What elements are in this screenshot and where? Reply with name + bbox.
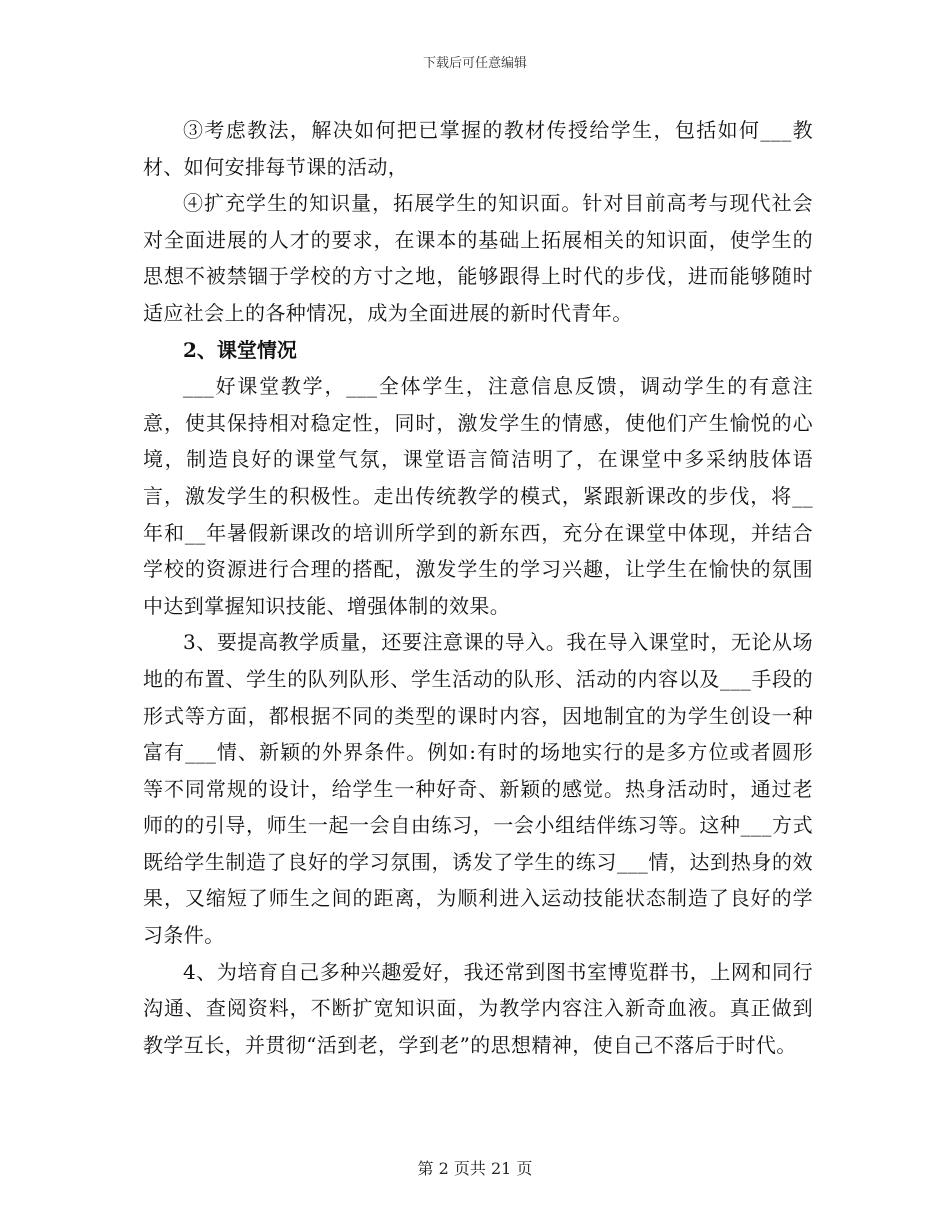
paragraph-knowledge-expansion: ④扩充学生的知识量，拓展学生的知识面。针对目前高考与现代社会对全面进展的人才的要求，在课本的基础上拓展相关的知识面，使学生的思想不被禁锢于学校的方寸之地，能够跟得上时代的步伐，进而能够随时适应社会上的各种情况，成为全面进展的新时代青年。	[143, 191, 813, 325]
paragraph-classroom-teaching: ___好课堂教学，___全体学生，注意信息反馈，调动学生的有意注意，使其保持相对稳定性，同时，激发学生的情感，使他们产生愉悦的心境，制造良好的课堂气氛，课堂语言简洁明了，在课堂中多采纳肢体语言，激发学生的积极性。走出传统教学的模式，紧跟新课改的步伐，将__年和__年暑假新课改的培训所学到的新东西，充分在课堂中体现，并结合学校的资源进行合理的搭配，激发学生的学习兴趣，让学生在愉快的氛围中达到掌握知识技能、增强体制的效果。	[143, 374, 813, 618]
paragraph-self-improvement: 4、为培育自己多种兴趣爱好，我还常到图书室博览群书，上网和同行沟通、查阅资料，不断扩宽知识面，为教学内容注入新奇血液。真正做到教学互长，并贯彻“活到老，学到老”的思想精神，使自己不落后于时代。	[143, 959, 813, 1057]
page-number-footer: 第 2 页共 21 页	[417, 1159, 533, 1178]
paragraph-lesson-introduction: 3、要提高教学质量，还要注意课的导入。我在导入课堂时，无论从场地的布置、学生的队列队形、学生活动的队形、活动的内容以及___手段的形式等方面，都根据不同的类型的课时内容，因地制宜的为学生创设一种富有___情、新颖的外界条件。例如:有时的场地实行的是多方位或者圆形等不同常规的设计，给学生一种好奇、新颖的感觉。热身活动时，通过老师的的引导，师生一起一会自由练习，一会小组结伴练习等。这种___方式既给学生制造了良好的学习氛围，诱发了学生的练习___情，达到热身的效果，又缩短了师生之间的距离，为顺利进入运动技能状态制造了良好的学习条件。	[143, 630, 813, 948]
page-header: 下载后可任意编辑	[422, 56, 527, 71]
paragraph-teaching-method: ③考虑教法，解决如何把已掌握的教材传授给学生，包括如何___教材、如何安排每节课的活动，	[143, 118, 813, 179]
section-heading-classroom: 2、课堂情况	[183, 337, 297, 362]
document-body	[143, 112, 813, 1063]
